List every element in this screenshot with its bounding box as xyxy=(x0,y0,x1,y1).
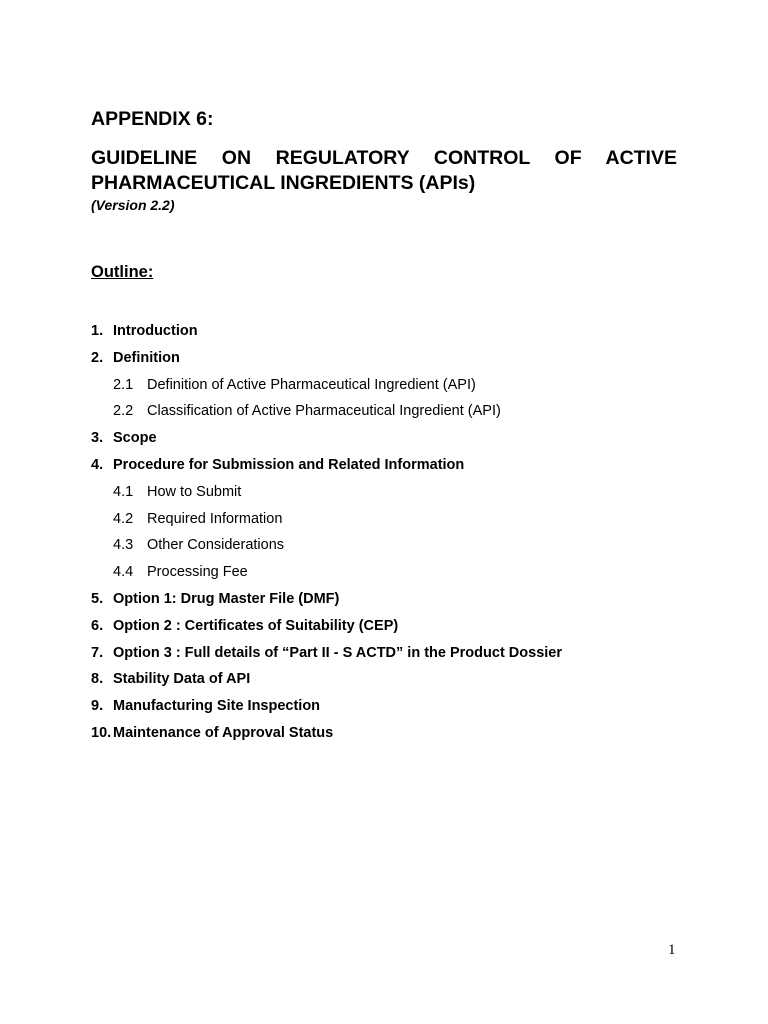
page-number: 1 xyxy=(668,942,676,958)
outline-item-number: 9. xyxy=(91,698,104,715)
outline-item-number: 2.2 xyxy=(113,403,134,420)
outline-item-number: 4.2 xyxy=(113,510,134,527)
outline-item-number: 2. xyxy=(91,349,104,366)
outline-item-number: 4.3 xyxy=(113,537,134,554)
outline-subitem-required-information xyxy=(91,506,562,533)
outline-item-site-inspection xyxy=(91,693,562,720)
outline-item-number: 4. xyxy=(91,456,104,473)
outline-item-label: Introduction xyxy=(113,323,198,339)
outline-item-definition xyxy=(91,345,562,372)
outline-heading: Outline: xyxy=(91,263,154,281)
outline-item-number: 8. xyxy=(91,671,104,688)
outline-item-maintenance xyxy=(91,720,562,747)
outline-item-label: Option 3 : Full details of “Part II - S ACTD” in the Product Dossier xyxy=(113,644,562,661)
outline-item-number: 3. xyxy=(91,430,104,447)
outline-item-label: Classification of Active Pharmaceutical Ingredient (API) xyxy=(147,403,501,420)
outline-item-scope xyxy=(91,425,562,452)
outline-item-number: 4.4 xyxy=(113,564,134,581)
outline-item-label: Procedure for Submission and Related Information xyxy=(113,456,465,473)
outline-item-label: Definition xyxy=(113,349,180,366)
outline-item-stability-data xyxy=(91,666,562,693)
outline-subitem-other-considerations xyxy=(91,532,562,559)
outline-item-label: Scope xyxy=(113,430,157,447)
outline-item-procedure xyxy=(91,452,562,479)
outline-item-label: Required Information xyxy=(147,510,283,527)
outline-subitem-definition-api xyxy=(91,372,562,399)
outline-item-number: 4.1 xyxy=(113,483,134,500)
outline-subitem-how-to-submit xyxy=(91,479,562,506)
document-title xyxy=(91,146,677,196)
outline-item-label: Maintenance of Approval Status xyxy=(113,724,334,741)
outline-item-number: 6. xyxy=(91,617,104,634)
outline-item-introduction xyxy=(91,318,562,345)
outline-item-option-3 xyxy=(91,640,562,667)
outline-list xyxy=(91,318,562,747)
outline-item-label: Definition of Active Pharmaceutical Ingredient (API) xyxy=(147,376,476,393)
outline-item-label: Other Considerations xyxy=(147,537,285,554)
outline-item-label: How to Submit xyxy=(147,483,242,500)
document-title-line-2: PHARMACEUTICAL INGREDIENTS (APIs) xyxy=(91,172,476,194)
version-label: (Version 2.2) xyxy=(91,197,175,213)
outline-item-number: 10. xyxy=(91,724,112,741)
outline-item-label: Option 2 : Certificates of Suitability (CEP) xyxy=(113,617,399,634)
outline-item-number: 1. xyxy=(91,323,104,339)
appendix-label: APPENDIX 6: xyxy=(91,108,214,130)
outline-item-option-2 xyxy=(91,613,562,640)
outline-item-label: Stability Data of API xyxy=(113,671,251,688)
outline-item-number: 5. xyxy=(91,590,104,607)
outline-subitem-processing-fee xyxy=(91,559,562,586)
outline-item-number: 7. xyxy=(91,644,104,661)
document-title-line-1: GUIDELINE ON REGULATORY CONTROL OF ACTIVE xyxy=(91,147,677,169)
outline-item-number: 2.1 xyxy=(113,376,134,393)
outline-item-label: Processing Fee xyxy=(147,564,248,581)
outline-item-option-1 xyxy=(91,586,562,613)
outline-item-label: Option 1: Drug Master File (DMF) xyxy=(113,590,340,607)
outline-item-label: Manufacturing Site Inspection xyxy=(113,698,321,715)
outline-subitem-classification-api xyxy=(91,398,562,425)
